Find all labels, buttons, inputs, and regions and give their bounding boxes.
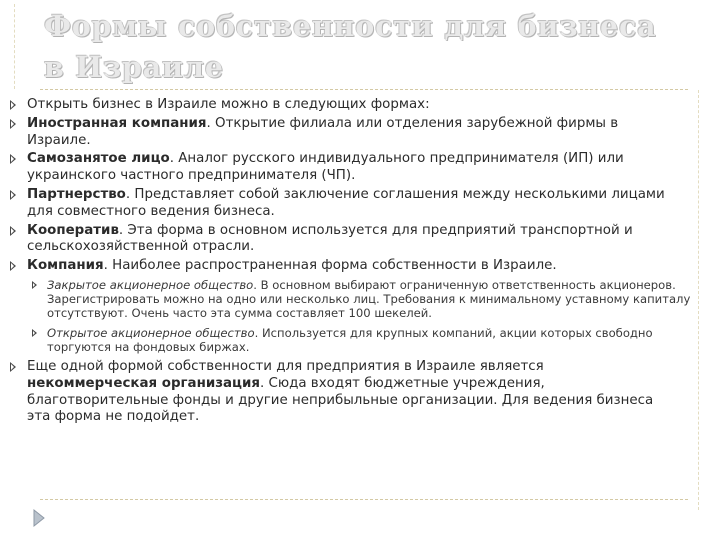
- list-item: Самозанятое лицо. Аналог русского индивидуального предпринимателя (ИП) или украинского частного предпринимателя (ЧП).: [0, 151, 676, 185]
- sub-item-term: Открытое акционерное общество: [47, 325, 255, 340]
- item-term: Компания: [27, 258, 104, 274]
- triangle-bullet-icon: [10, 261, 16, 271]
- bullet-list: [0, 97, 720, 428]
- triangle-bullet-icon: [32, 329, 37, 337]
- triangle-bullet-icon: [10, 154, 16, 164]
- triangle-bullet-icon: [10, 100, 16, 110]
- sub-item-term: Закрытое акционерное общество: [47, 277, 254, 292]
- slide-title: Формы собственности для бизнеса в Израиле: [44, 9, 657, 84]
- triangle-bullet-icon: [10, 119, 16, 129]
- sub-list-item: Открытое акционерное общество. Используется для крупных компаний, акции которых свободно торгуются на фондовых биржах.: [0, 326, 716, 354]
- item-term: Кооператив: [27, 222, 119, 238]
- triangle-bullet-icon: [10, 190, 16, 200]
- list-item: Кооператив. Эта форма в основном используется для предприятий транспортной и сельскохозяйственной отрасли.: [0, 223, 676, 257]
- list-item: Иностранная компания. Открытие филиала или отделения зарубежной фирмы в Израиле.: [0, 116, 676, 150]
- list-item: Компания. Наиболее распространенная форма собственности в Израиле.: [0, 258, 676, 275]
- sub-list-item: Закрытое акционерное общество. В основном выбирают ограниченную ответственность акционеров. Зарегистрировать можно на одно или несколько лиц. Требования к минимальному уставному капиталу отсутствуют. Очень часто эта сумма составляет 100 шекелей.: [0, 278, 716, 321]
- list-item: Открыть бизнес в Израиле можно в следующих формах:: [0, 97, 676, 114]
- list-item: Партнерство. Представляет собой заключение соглашения между несколькими лицами для совместного ведения бизнеса.: [0, 187, 676, 221]
- item-term: Самозанятое лицо: [27, 151, 170, 167]
- sub-list: [0, 278, 720, 354]
- item-term: некоммерческая организация: [27, 375, 260, 391]
- list-item: Еще одной формой собственности для предприятия в Израиле является некоммерческая организация. Сюда входят бюджетные учреждения, благотворительные фонды и другие неприбыльные организации. Для ведения бизнеса эта форма не подойдет.: [0, 359, 676, 426]
- title-divider: [40, 89, 688, 90]
- triangle-bullet-icon: [32, 281, 37, 289]
- item-term: Партнерство: [27, 186, 126, 202]
- triangle-bullet-icon: [10, 362, 16, 372]
- bottom-divider: [40, 499, 688, 500]
- triangle-bullet-icon: [10, 226, 16, 236]
- corner-arrow-icon: [31, 508, 47, 528]
- item-term: Иностранная компания: [27, 115, 207, 131]
- left-dashed-rule: [14, 4, 15, 89]
